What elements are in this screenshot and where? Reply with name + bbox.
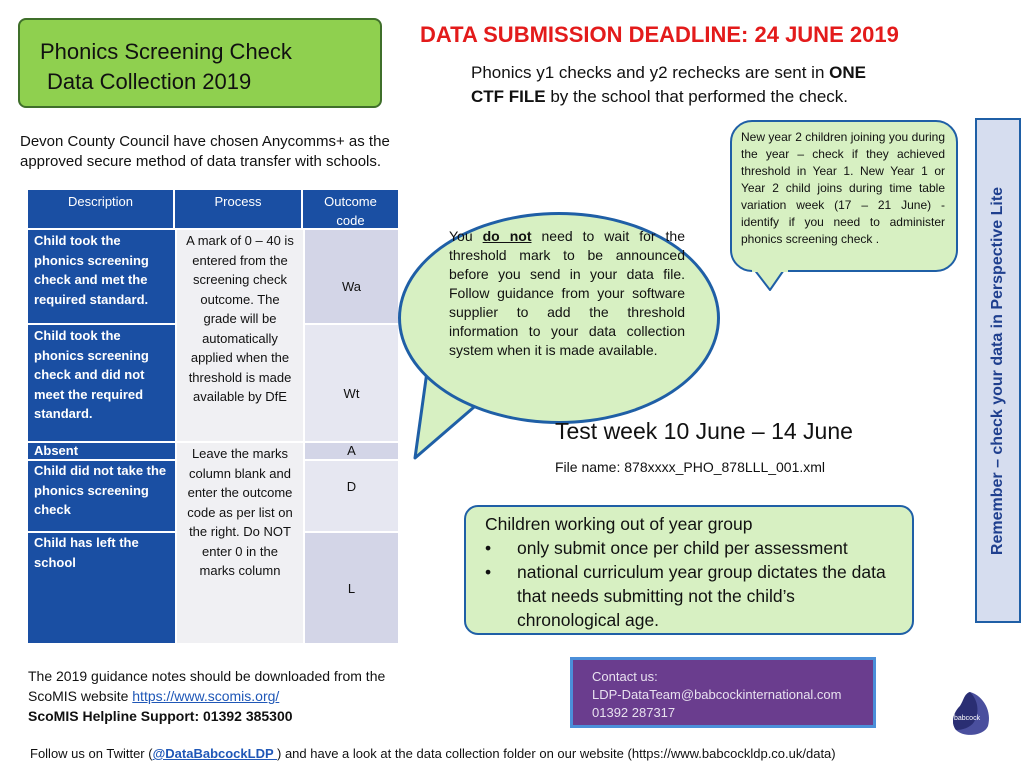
callout-tail-mask bbox=[752, 268, 788, 272]
new-children-note: New year 2 children joining you during the year – check if they achieved threshold in Year 1. New Year 1 or Year 2 child joins during time table variation week (17 – 21 June) - identify if you need to administer phonics screening check . bbox=[741, 130, 945, 246]
outcome-table bbox=[28, 190, 398, 643]
ctf-note-pre: Phonics y1 checks and y2 rechecks are sent in bbox=[471, 63, 830, 82]
ctf-note-ctf-file: CTF FILE bbox=[471, 87, 546, 106]
logo-text: babcock bbox=[954, 715, 981, 722]
title-box bbox=[18, 18, 382, 108]
code-d: D bbox=[303, 459, 398, 531]
code-wa: Wa bbox=[303, 228, 398, 323]
header-outcome-line1: Outcome bbox=[324, 194, 377, 209]
babcock-logo bbox=[950, 690, 992, 738]
contact-label: Contact us: bbox=[592, 669, 658, 684]
bullet-icon: • bbox=[485, 538, 492, 558]
test-week: Test week 10 June – 14 June bbox=[555, 418, 853, 444]
threshold-note-do-not: do not bbox=[482, 228, 532, 244]
guidance-note bbox=[28, 666, 458, 726]
devon-note: Devon County Council have chosen Anycomms+ as the approved secure method of data transfer with schools. bbox=[20, 133, 390, 170]
desc-met-standard: Child took the phonics screening check and met the required standard. bbox=[28, 228, 175, 323]
threshold-note-post: need to wait for the threshold mark to be announced before you send in your data file. Follow guidance from your software supplier to add the threshold information to your data collection system when it is made available. bbox=[449, 228, 686, 358]
ctf-note-post: by the school that performed the check. bbox=[545, 87, 848, 106]
desc-did-not-take: Child did not take the phonics screening check bbox=[28, 459, 175, 531]
header-description: Description bbox=[28, 190, 175, 228]
twitter-link[interactable]: @DataBabcockLDP bbox=[152, 746, 278, 761]
process-grade: A mark of 0 – 40 is entered from the screening check outcome. The grade will be automatically applied when the threshold is made available by DfE bbox=[175, 228, 303, 441]
desc-absent: Absent bbox=[28, 441, 175, 459]
ctf-note bbox=[471, 61, 951, 109]
file-name: File name: 878xxxx_PHO_878LLL_001.xml bbox=[555, 459, 826, 475]
bullet-text: national curriculum year group dictates the data that needs submitting not the child’s chronological age. bbox=[517, 562, 886, 630]
out-of-year-bullet bbox=[485, 536, 900, 560]
reminder-text: Remember – check your data in Perspective Lite bbox=[989, 186, 1006, 555]
reminder-banner bbox=[975, 118, 1021, 623]
footer-pre: Follow us on Twitter ( bbox=[30, 746, 153, 761]
header-outcome-code bbox=[303, 190, 398, 228]
contact-phone: 01392 287317 bbox=[592, 705, 676, 720]
out-of-year-bullet bbox=[485, 560, 900, 632]
ctf-note-one: ONE bbox=[829, 63, 866, 82]
out-of-year-heading: Children working out of year group bbox=[485, 514, 753, 534]
code-a: A bbox=[303, 441, 398, 459]
code-wt: Wt bbox=[303, 323, 398, 441]
header-process: Process bbox=[175, 190, 303, 228]
scomis-link[interactable]: https://www.scomis.org/ bbox=[132, 688, 280, 704]
footer-note bbox=[30, 746, 1020, 761]
guidance-line: The 2019 guidance notes should be downloaded from the bbox=[28, 668, 386, 684]
deadline-heading: DATA SUBMISSION DEADLINE: 24 JUNE 2019 bbox=[420, 22, 899, 47]
header-outcome-line2: code bbox=[336, 213, 365, 228]
guidance-site-pre: ScoMIS website bbox=[28, 688, 133, 704]
threshold-note bbox=[449, 227, 685, 360]
threshold-note-pre: You bbox=[449, 228, 483, 244]
helpline: ScoMIS Helpline Support: 01392 385300 bbox=[28, 708, 293, 724]
desc-left-school: Child has left the school bbox=[28, 531, 175, 643]
footer-post: ) and have a look at the data collection folder on our website (https://www.babcockldp.co.uk/data) bbox=[277, 746, 836, 761]
out-of-year-content bbox=[485, 512, 900, 632]
code-l: L bbox=[303, 531, 398, 643]
title-line-2: Data Collection 2019 bbox=[47, 69, 252, 94]
bullet-text: only submit once per child per assessment bbox=[517, 538, 848, 558]
title-line-1: Phonics Screening Check bbox=[40, 39, 292, 64]
guidance-site bbox=[28, 686, 458, 706]
contact-box bbox=[570, 657, 876, 728]
desc-not-met-standard: Child took the phonics screening check and did not meet the required standard. bbox=[28, 323, 175, 441]
contact-email[interactable]: LDP-DataTeam@babcockinternational.com bbox=[592, 687, 842, 702]
process-marks: Leave the marks column blank and enter the outcome code as per list on the right. Do NOT enter 0 in the marks column bbox=[175, 441, 303, 643]
babcock-logo-icon bbox=[950, 690, 992, 738]
bullet-icon: • bbox=[485, 562, 492, 582]
